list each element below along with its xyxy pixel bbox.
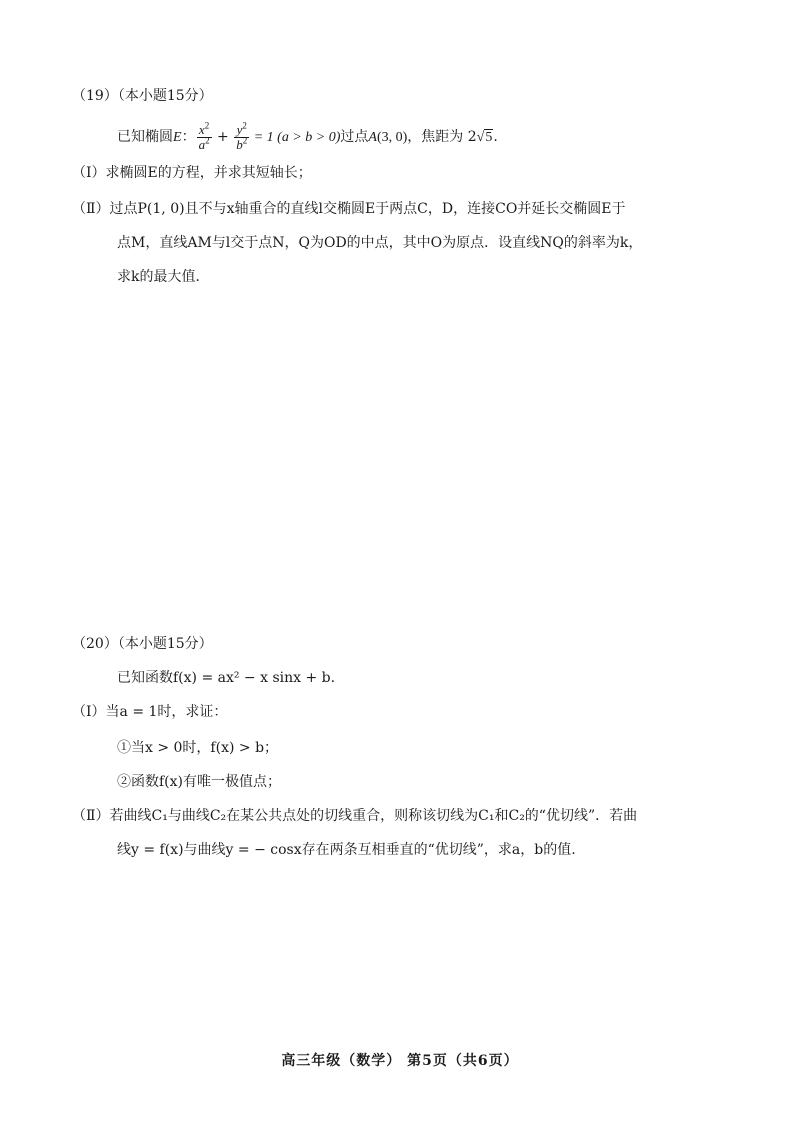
q20-stem: 已知函数f(x) = ax² − x sinx + b. (117, 670, 336, 686)
q20-sub2: ②函数f(x)有唯一极值点； (117, 774, 282, 790)
q19-point-a: A (368, 130, 377, 145)
page-footer: 高三年级（数学） 第5页（共6页） (281, 1053, 519, 1069)
q19-eq-rest: = 1 (a > b > 0) (250, 130, 341, 145)
q19-part2-line3: 求k的最大值． (117, 269, 210, 285)
q19-frac-x: $\frac{x^2}{a^2}$ (198, 120, 210, 152)
q19-part1: （Ⅰ）求椭圆E的方程，并求其短轴长； (72, 165, 312, 181)
q20-part1: （Ⅰ）当a = 1时，求证： (72, 704, 228, 720)
q19-sqrt: √5 (476, 130, 493, 145)
q19-stem: 已知椭圆E： $\frac{x^2}{a^2}$ + $\frac{y^2}{b^2}$ = 1 (a > b > 0)过点A(3, 0)，焦距为 2√5. (117, 120, 498, 155)
q19-part2-line2: 点M，直线AM与l交于点N，Q为OD的中点，其中O为原点．设直线NQ的斜率为k， (117, 235, 643, 251)
q19-frac-y: $\frac{y^2}{b^2}$ (236, 120, 248, 152)
q19-stem-mid: 过点 (340, 129, 369, 145)
q19-stem-prefix: 已知椭圆 (117, 129, 173, 145)
q20-part2-line2: 线y = f(x)与曲线y = − cosx存在两条互相垂直的“优切线”，求a，b的值. (117, 842, 576, 858)
q19-ellipse-name: E (173, 130, 182, 145)
q20-header: （20）（本小题15分） (72, 636, 213, 652)
q19-header: （19）（本小题15分） (72, 88, 213, 104)
q19-point-a-coords: (3, 0) (376, 130, 408, 145)
q19-stem-focal: ，焦距为 2 (407, 129, 477, 145)
q20-part2-line1: （Ⅱ）若曲线C₁与曲线C₂在某公共点处的切线重合，则称该切线为C₁和C₂的“优切线”．若曲 (72, 808, 638, 824)
q19-part2-line1: （Ⅱ）过点P(1, 0)且不与x轴重合的直线l交椭圆E于两点C，D，连接CO并延长交椭圆E于 (72, 201, 626, 217)
q19-stem-end: . (493, 129, 498, 145)
q20-sub1: ①当x > 0时，f(x) > b； (117, 740, 279, 756)
